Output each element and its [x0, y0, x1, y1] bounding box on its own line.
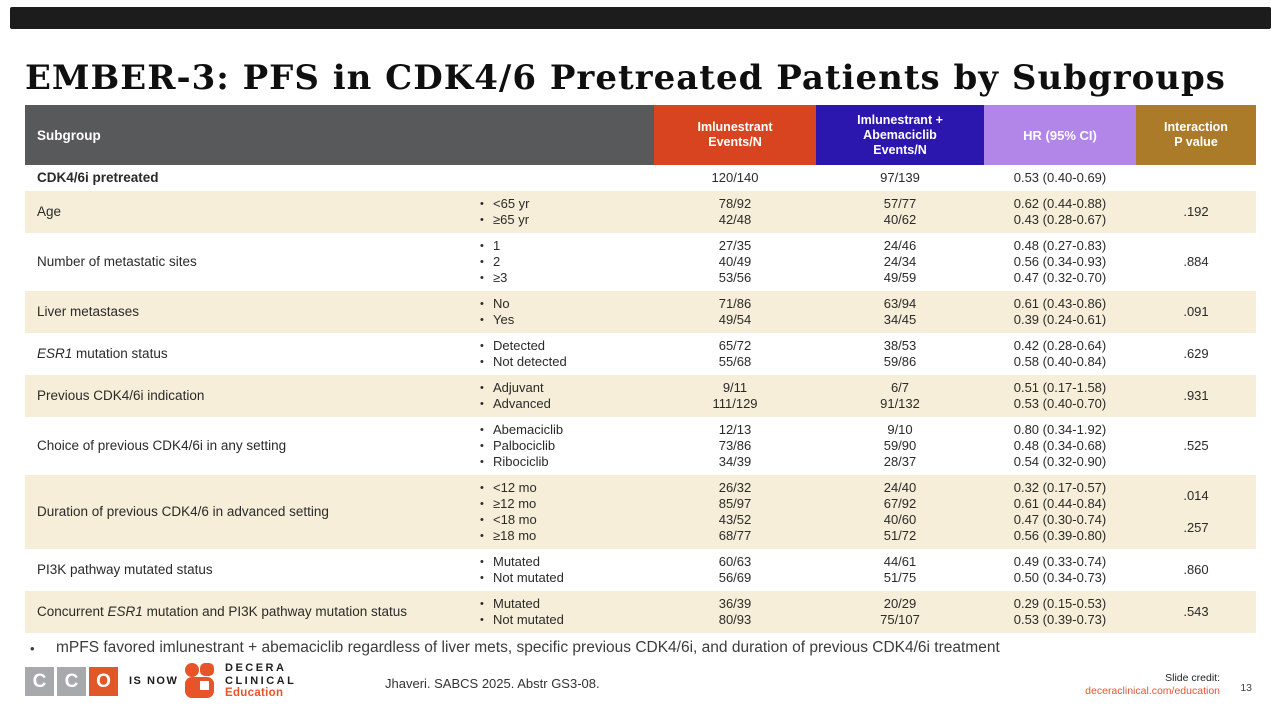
interaction-p-value: .192 — [1183, 204, 1209, 219]
subgroup-category: • <18 mo — [480, 512, 537, 527]
subgroup-category: • Not detected — [480, 354, 567, 369]
bullet-icon: • — [480, 456, 484, 468]
table-row — [25, 233, 1256, 291]
subgroup-label: CDK4/6i pretreated — [37, 170, 159, 185]
subgroup-categories — [480, 375, 654, 417]
table-row — [25, 591, 1256, 633]
table-row — [25, 375, 1256, 417]
subgroup-category: • Adjuvant — [480, 380, 544, 395]
subgroup-label: ESR1 mutation status — [37, 346, 168, 361]
subgroup-category: • <65 yr — [480, 196, 530, 211]
subgroup-categories — [480, 417, 654, 475]
subgroup-categories — [480, 591, 654, 633]
table-row — [25, 475, 1256, 549]
interaction-p-value: .543 — [1183, 604, 1209, 619]
table-row — [25, 333, 1256, 375]
subgroup-category: • Not mutated — [480, 570, 564, 585]
cco-letter: C — [25, 667, 54, 696]
subgroup-category: • No — [480, 296, 510, 311]
combo-events: 97/139 — [880, 170, 920, 185]
bullet-icon: • — [480, 256, 484, 268]
imlunestrant-events: 26/32 85/97 43/52 68/77 — [718, 480, 752, 543]
cco-letter: C — [57, 667, 86, 696]
subgroup-category: • Palbociclib — [480, 438, 556, 453]
subgroup-category: • Mutated — [480, 554, 540, 569]
subgroup-category: • Ribociclib — [480, 454, 549, 469]
interaction-p-value: .014 .257 — [1183, 488, 1209, 535]
slide-credit — [1085, 672, 1220, 698]
bullet-icon: • — [480, 272, 484, 284]
subgroup-categories — [480, 165, 654, 191]
imlunestrant-events: 60/63 56/69 — [718, 554, 752, 585]
decera-logo-text: DECERA CLINICAL Education — [225, 662, 297, 699]
bullet-icon: • — [480, 614, 484, 626]
bullet-icon: • — [480, 514, 484, 526]
hr-values: 0.32 (0.17-0.57) 0.61 (0.44-0.84) 0.47 (0.30-0.74) 0.56 (0.39-0.80) — [1013, 480, 1107, 543]
subgroup-label: Age — [37, 204, 62, 219]
subgroup-category: • ≥3 — [480, 270, 508, 285]
combo-events: 63/94 34/45 — [883, 296, 917, 327]
slide-credit-link[interactable]: deceraclinical.com/education — [1085, 685, 1220, 697]
header-hr-ci: HR (95% CI) — [984, 105, 1136, 165]
bullet-icon: • — [480, 198, 484, 210]
imlunestrant-events: 78/92 42/48 — [718, 196, 752, 227]
interaction-p-value: .884 — [1183, 254, 1209, 269]
imlunestrant-events: 12/13 73/86 34/39 — [718, 422, 752, 469]
hr-values: 0.51 (0.17-1.58) 0.53 (0.40-0.70) — [1013, 380, 1107, 411]
table-row — [25, 291, 1256, 333]
subgroup-label: Previous CDK4/6i indication — [37, 388, 205, 403]
subgroup-category: • Mutated — [480, 596, 540, 611]
subgroup-category: • 1 — [480, 238, 501, 253]
bullet-icon: • — [480, 598, 484, 610]
bullet-icon: • — [480, 572, 484, 584]
table-row — [25, 549, 1256, 591]
subgroup-category: • Yes — [480, 312, 515, 327]
subgroup-table — [25, 105, 1256, 633]
hr-values: 0.62 (0.44-0.88) 0.43 (0.28-0.67) — [1013, 196, 1107, 227]
interaction-p-value — [1136, 165, 1256, 191]
key-takeaway — [30, 639, 1255, 657]
bullet-icon: • — [480, 298, 484, 310]
subgroup-category: • Abemaciclib — [480, 422, 564, 437]
subgroup-categories — [480, 191, 654, 233]
imlunestrant-events: 65/72 55/68 — [718, 338, 752, 369]
subgroup-category: • ≥12 mo — [480, 496, 537, 511]
subgroup-label: Concurrent ESR1 mutation and PI3K pathway mutation status — [37, 604, 407, 619]
table-row — [25, 191, 1256, 233]
subgroup-category: • 2 — [480, 254, 501, 269]
interaction-p-value: .931 — [1183, 388, 1209, 403]
combo-events: 20/29 75/107 — [880, 596, 920, 627]
hr-values: 0.42 (0.28-0.64) 0.58 (0.40-0.84) — [1013, 338, 1107, 369]
page-title: EMBER-3: PFS in CDK4/6 Pretreated Patients by Subgroups — [25, 58, 1226, 98]
key-takeaway-text: mPFS favored imlunestrant + abemaciclib regardless of liver mets, specific previous CDK4/6i, and duration of previous CDK4/6i treatment — [56, 639, 1000, 656]
citation: Jhaveri. SABCS 2025. Abstr GS3-08. — [385, 676, 600, 691]
subgroup-label: Duration of previous CDK4/6 in advanced setting — [37, 504, 329, 519]
hr-values: 0.53 (0.40-0.69) — [1013, 170, 1107, 185]
subgroup-categories — [480, 291, 654, 333]
combo-events: 44/61 51/75 — [883, 554, 917, 585]
header-subgroup-label: Subgroup — [37, 127, 101, 143]
combo-events: 9/10 59/90 28/37 — [883, 422, 917, 469]
bullet-icon: • — [480, 556, 484, 568]
bullet-icon: • — [480, 482, 484, 494]
hr-values: 0.48 (0.27-0.83) 0.56 (0.34-0.93) 0.47 (0.32-0.70) — [1013, 238, 1107, 285]
header-imlunestrant: Imlunestrant Events/N — [654, 105, 816, 165]
hr-values: 0.80 (0.34-1.92) 0.48 (0.34-0.68) 0.54 (0.32-0.90) — [1013, 422, 1107, 469]
interaction-p-value: .091 — [1183, 304, 1209, 319]
subgroup-category: • Detected — [480, 338, 546, 353]
slide-credit-label: Slide credit: — [1165, 672, 1220, 684]
subgroup-label: Liver metastases — [37, 304, 140, 319]
bullet-icon: • — [480, 340, 484, 352]
cco-logo — [25, 667, 118, 696]
subgroup-categories — [480, 233, 654, 291]
header-imlunestrant-abemaciclib: Imlunestrant + Abemaciclib Events/N — [816, 105, 984, 165]
decera-logo-icon — [184, 662, 217, 699]
table-row — [25, 417, 1256, 475]
combo-events: 57/77 40/62 — [883, 196, 917, 227]
combo-events: 38/53 59/86 — [883, 338, 917, 369]
subgroup-categories — [480, 333, 654, 375]
hr-values: 0.61 (0.43-0.86) 0.39 (0.24-0.61) — [1013, 296, 1107, 327]
subgroup-category: • ≥18 mo — [480, 528, 537, 543]
interaction-p-value: .525 — [1183, 438, 1209, 453]
bullet-icon: • — [480, 356, 484, 368]
page-number: 13 — [1240, 682, 1252, 694]
bullet-icon: • — [480, 398, 484, 410]
bullet-icon: • — [480, 314, 484, 326]
subgroup-categories — [480, 549, 654, 591]
table-body — [25, 165, 1256, 633]
subgroup-category: • Advanced — [480, 396, 551, 411]
subgroup-category: • Not mutated — [480, 612, 564, 627]
is-now-label: IS NOW — [129, 675, 179, 687]
bullet-icon: • — [30, 641, 35, 656]
header-subgroup — [25, 105, 654, 165]
cco-letter: O — [89, 667, 118, 696]
decera-logo — [184, 662, 296, 700]
interaction-p-value: .629 — [1183, 346, 1209, 361]
subgroup-label: Choice of previous CDK4/6i in any setting — [37, 438, 287, 453]
combo-events: 6/7 91/132 — [880, 380, 920, 411]
imlunestrant-events: 120/140 — [711, 170, 759, 185]
imlunestrant-events: 36/39 80/93 — [718, 596, 752, 627]
bullet-icon: • — [480, 240, 484, 252]
subgroup-label: Number of metastatic sites — [37, 254, 197, 269]
subgroup-label: PI3K pathway mutated status — [37, 562, 213, 577]
bullet-icon: • — [480, 214, 484, 226]
bullet-icon: • — [480, 530, 484, 542]
interaction-p-value: .860 — [1183, 562, 1209, 577]
header-interaction-p: Interaction P value — [1136, 105, 1256, 165]
hr-values: 0.49 (0.33-0.74) 0.50 (0.34-0.73) — [1013, 554, 1107, 585]
subgroup-category: • ≥65 yr — [480, 212, 530, 227]
subgroup-category: • <12 mo — [480, 480, 537, 495]
bullet-icon: • — [480, 424, 484, 436]
hr-values: 0.29 (0.15-0.53) 0.53 (0.39-0.73) — [1013, 596, 1107, 627]
imlunestrant-events: 9/11 111/129 — [712, 380, 758, 411]
top-accent-bar — [10, 7, 1271, 29]
subgroup-categories — [480, 475, 654, 549]
combo-events: 24/40 67/92 40/60 51/72 — [883, 480, 917, 543]
bullet-icon: • — [480, 382, 484, 394]
bullet-icon: • — [480, 498, 484, 510]
imlunestrant-events: 27/35 40/49 53/56 — [718, 238, 752, 285]
combo-events: 24/46 24/34 49/59 — [883, 238, 917, 285]
imlunestrant-events: 71/86 49/54 — [718, 296, 752, 327]
table-header-row — [25, 105, 1256, 165]
bullet-icon: • — [480, 440, 484, 452]
table-row — [25, 165, 1256, 191]
